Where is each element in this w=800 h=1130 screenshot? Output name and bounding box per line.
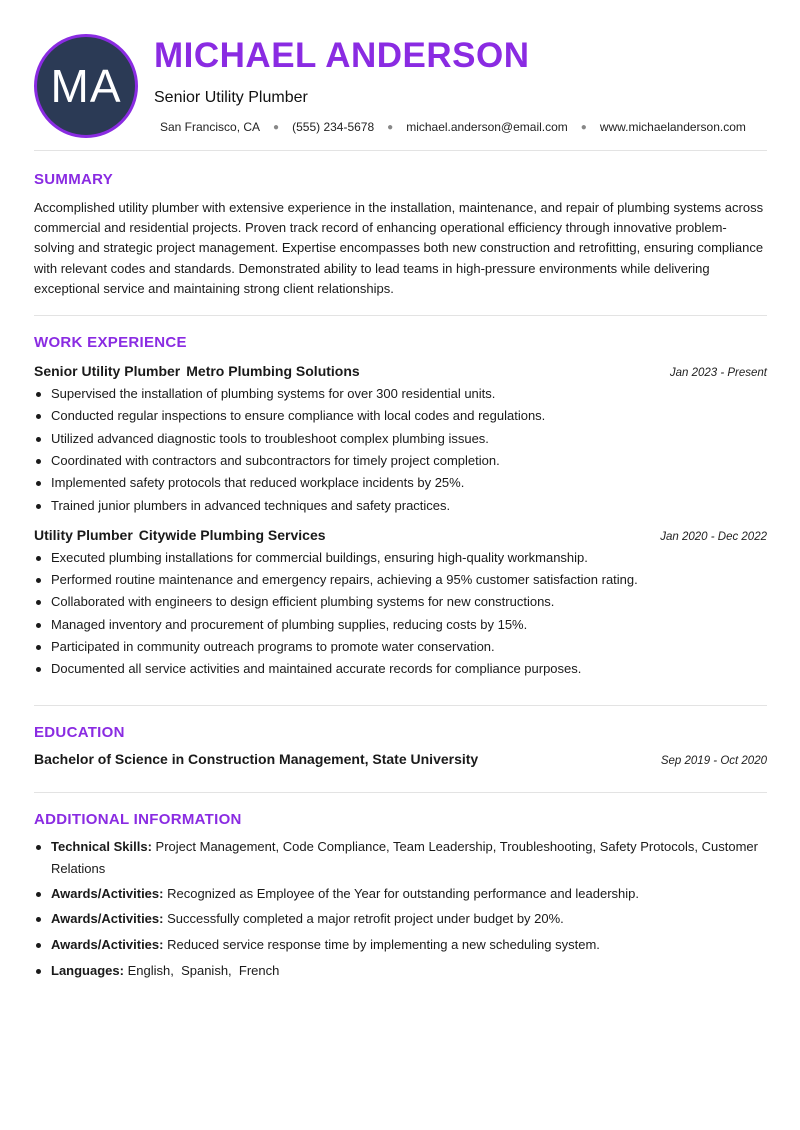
job-company: Citywide Plumbing Services	[138, 526, 326, 543]
bullet-separator-icon: ●	[387, 121, 394, 133]
info-text: English, Spanish, French	[127, 963, 280, 979]
avatar-initials: MA	[50, 60, 122, 112]
section-title-experience: WORK EXPERIENCE	[34, 334, 187, 352]
candidate-name: MICHAEL ANDERSON	[154, 36, 530, 75]
job-position: Senior Utility Plumber	[34, 363, 181, 380]
education-dates: Sep 2019 - Oct 2020	[660, 754, 767, 767]
bullet-separator-icon: ●	[273, 121, 280, 133]
resume-page	[34, 0, 767, 985]
contact-line	[160, 120, 746, 134]
summary-text: Accomplished utility plumber with extensive experience in the installation, maintenance, and repair of plumbing systems across commercial and residential projects. Proven track record of enhancing operational efficiency through innovative problem-solving and strategic project management. Expertise encompasses both new construction and retrofitting, ensuring compliance with relevant codes and standards. Demonstrated ability to lead teams in high-pressure environments while delivering exceptional service and maintaining strong client relationships.	[34, 200, 764, 296]
job-entry	[34, 527, 767, 681]
additional-section	[34, 793, 767, 983]
list-item	[51, 883, 767, 905]
list-item: Participated in community outreach programs to promote water conservation.	[51, 636, 767, 658]
info-label: Technical Skills:	[51, 838, 152, 854]
job-title	[34, 363, 360, 379]
job-dates: Jan 2020 - Dec 2022	[660, 530, 767, 543]
job-header	[34, 363, 767, 379]
info-label: Awards/Activities:	[51, 911, 164, 927]
list-item: Documented all service activities and maintained accurate records for compliance purposes.	[51, 658, 767, 680]
info-label: Awards/Activities:	[51, 936, 164, 952]
info-text: Recognized as Employee of the Year for outstanding performance and leadership.	[167, 886, 640, 902]
info-label: Languages:	[51, 963, 124, 979]
list-item	[51, 836, 767, 881]
education-section	[34, 706, 767, 792]
job-bullets	[34, 547, 767, 681]
job-bullets	[34, 383, 767, 517]
info-text: Project Management, Code Compliance, Team Leadership, Troubleshooting, Safety Protocols, Customer Relations	[51, 838, 758, 876]
summary-section	[34, 151, 767, 315]
section-title-additional: ADDITIONAL INFORMATION	[34, 810, 242, 828]
list-item: Managed inventory and procurement of plumbing supplies, reducing costs by 15%.	[51, 614, 767, 636]
list-item: Collaborated with engineers to design efficient plumbing systems for new constructions.	[51, 591, 767, 613]
info-text: Reduced service response time by implementing a new scheduling system.	[167, 936, 600, 952]
list-item	[51, 908, 767, 930]
experience-section	[34, 316, 767, 705]
list-item: Supervised the installation of plumbing systems for over 300 residential units.	[51, 383, 767, 405]
candidate-role: Senior Utility Plumber	[154, 89, 308, 106]
list-item: Implemented safety protocols that reduced workplace incidents by 25%.	[51, 472, 767, 494]
contact-phone: (555) 234-5678	[292, 120, 375, 134]
list-item: Executed plumbing installations for commercial buildings, ensuring high-quality workmanship.	[51, 547, 767, 569]
job-position: Utility Plumber	[34, 526, 133, 543]
bullet-separator-icon: ●	[580, 121, 587, 133]
education-entry	[34, 751, 767, 767]
list-item: Performed routine maintenance and emergency repairs, achieving a 95% customer satisfaction rating.	[51, 569, 767, 591]
contact-website[interactable]: www.michaelanderson.com	[599, 120, 746, 134]
job-dates: Jan 2023 - Present	[669, 367, 767, 380]
list-item: Coordinated with contractors and subcontractors for timely project completion.	[51, 450, 767, 472]
resume-header	[34, 0, 767, 150]
section-title-education: EDUCATION	[34, 723, 125, 741]
list-item	[51, 960, 767, 982]
list-item: Trained junior plumbers in advanced techniques and safety practices.	[51, 495, 767, 517]
info-text: Successfully completed a major retrofit project under budget by 20%.	[167, 911, 564, 927]
contact-email[interactable]: michael.anderson@email.com	[406, 120, 568, 134]
info-label: Awards/Activities:	[51, 886, 164, 902]
job-company: Metro Plumbing Solutions	[186, 363, 360, 380]
section-title-summary: SUMMARY	[34, 171, 114, 188]
job-title	[34, 527, 326, 543]
list-item: Conducted regular inspections to ensure compliance with local codes and regulations.	[51, 405, 767, 427]
contact-location: San Francisco, CA	[160, 120, 261, 134]
additional-list	[34, 836, 767, 983]
list-item: Utilized advanced diagnostic tools to troubleshoot complex plumbing issues.	[51, 428, 767, 450]
job-entry	[34, 363, 767, 517]
job-header	[34, 527, 767, 543]
avatar	[34, 34, 138, 138]
list-item	[51, 934, 767, 956]
education-degree: Bachelor of Science in Construction Management, State University	[34, 750, 479, 767]
